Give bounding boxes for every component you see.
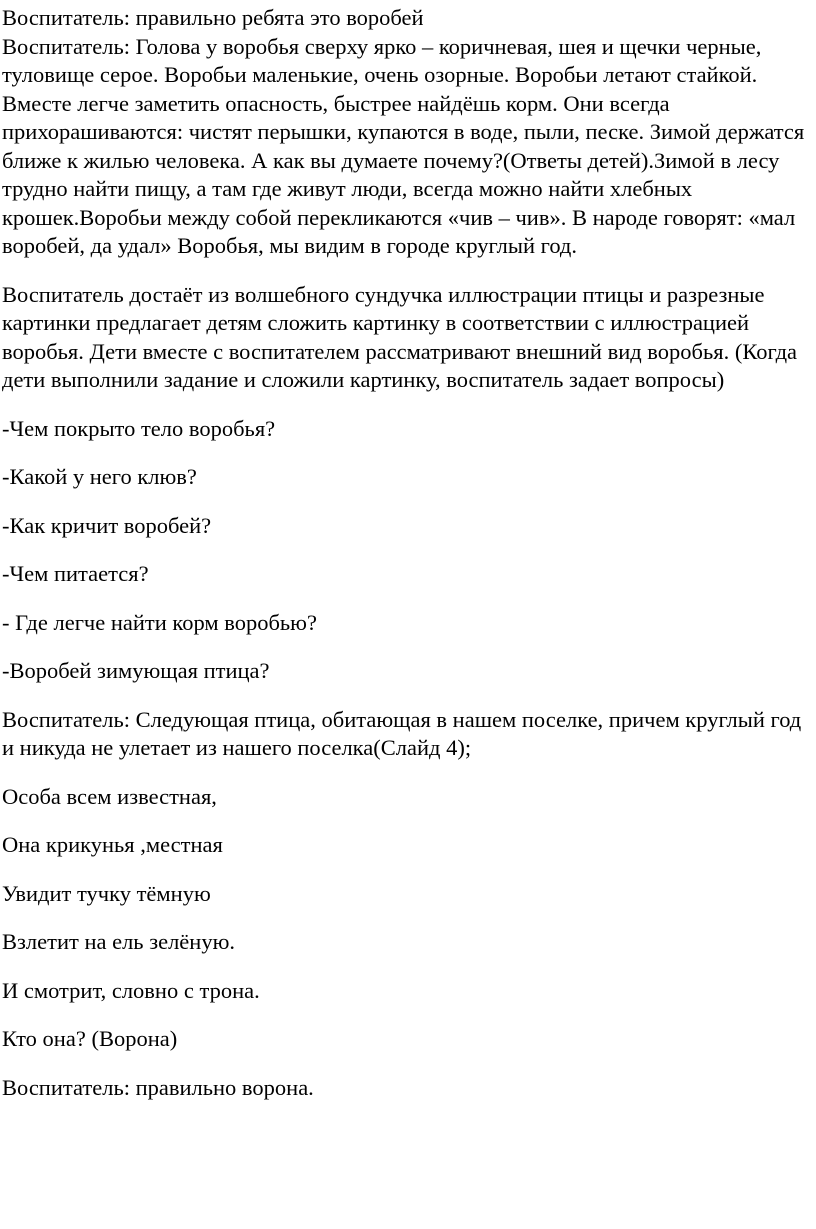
paragraph-crow-answer: Воспитатель: правильно ворона.: [2, 1074, 314, 1100]
question-find-food: - Где легче найти корм воробью?: [2, 609, 317, 635]
paragraph-next-bird: Воспитатель: Следующая птица, обитающая в нашем поселке, причем круглый год и никуда не улетает из нашего поселка(Слайд 4);: [2, 706, 802, 760]
question-food: -Чем питается?: [2, 561, 149, 586]
riddle-line-2: Она крикунья ,местная: [2, 832, 223, 857]
riddle-line-1: Особа всем известная,: [2, 783, 217, 809]
paragraph-puzzle-activity: Воспитатель достаёт из волшебного сундучка иллюстрации птицы и разрезные картинки предлагает детям сложить картинку в соответствии с иллюстрацией воробья. Дети вместе с воспитателем рассматривают внешний вид воробья. (Когда дети выполнили задание и сложили картинку, воспитатель задает вопросы): [2, 281, 798, 392]
riddle-line-3: Увидит тучку тёмную: [2, 880, 211, 906]
riddle-line-5: И смотрит, словно с трона.: [2, 977, 260, 1003]
paragraph-sparrow-description: Воспитатель: Голова у воробья сверху ярко – коричневая, шея и щечки черные, туловище серое. Воробьи маленькие, очень озорные. Воробьи летают стайкой. Вместе легче заметить опасность, быстрее найдёшь корм. Они всегда прихорашиваются: чистят перышки, купаются в воде, пыли, песке. Зимой держатся ближе к жилью человека. А как вы думаете почему?(Ответы детей).Зимой в лесу трудно найти пищу, а там где живут люди, всегда можно найти хлебных крошек.Воробьи между собой перекликаются «чив – чив». В народе говорят: «мал воробей, да удал» Воробья, мы видим в городе круглый год.: [2, 33, 805, 258]
question-body-cover: -Чем покрыто тело воробья?: [2, 415, 276, 441]
riddle-line-4: Взлетит на ель зелёную.: [2, 929, 236, 954]
paragraph-intro-answer: Воспитатель: правильно ребята это воробей: [2, 5, 424, 30]
riddle-question: Кто она? (Ворона): [2, 1026, 178, 1051]
question-wintering: -Воробей зимующая птица?: [2, 658, 270, 683]
question-beak: -Какой у него клюв?: [2, 464, 197, 489]
question-call: -Как кричит воробей?: [2, 512, 212, 538]
